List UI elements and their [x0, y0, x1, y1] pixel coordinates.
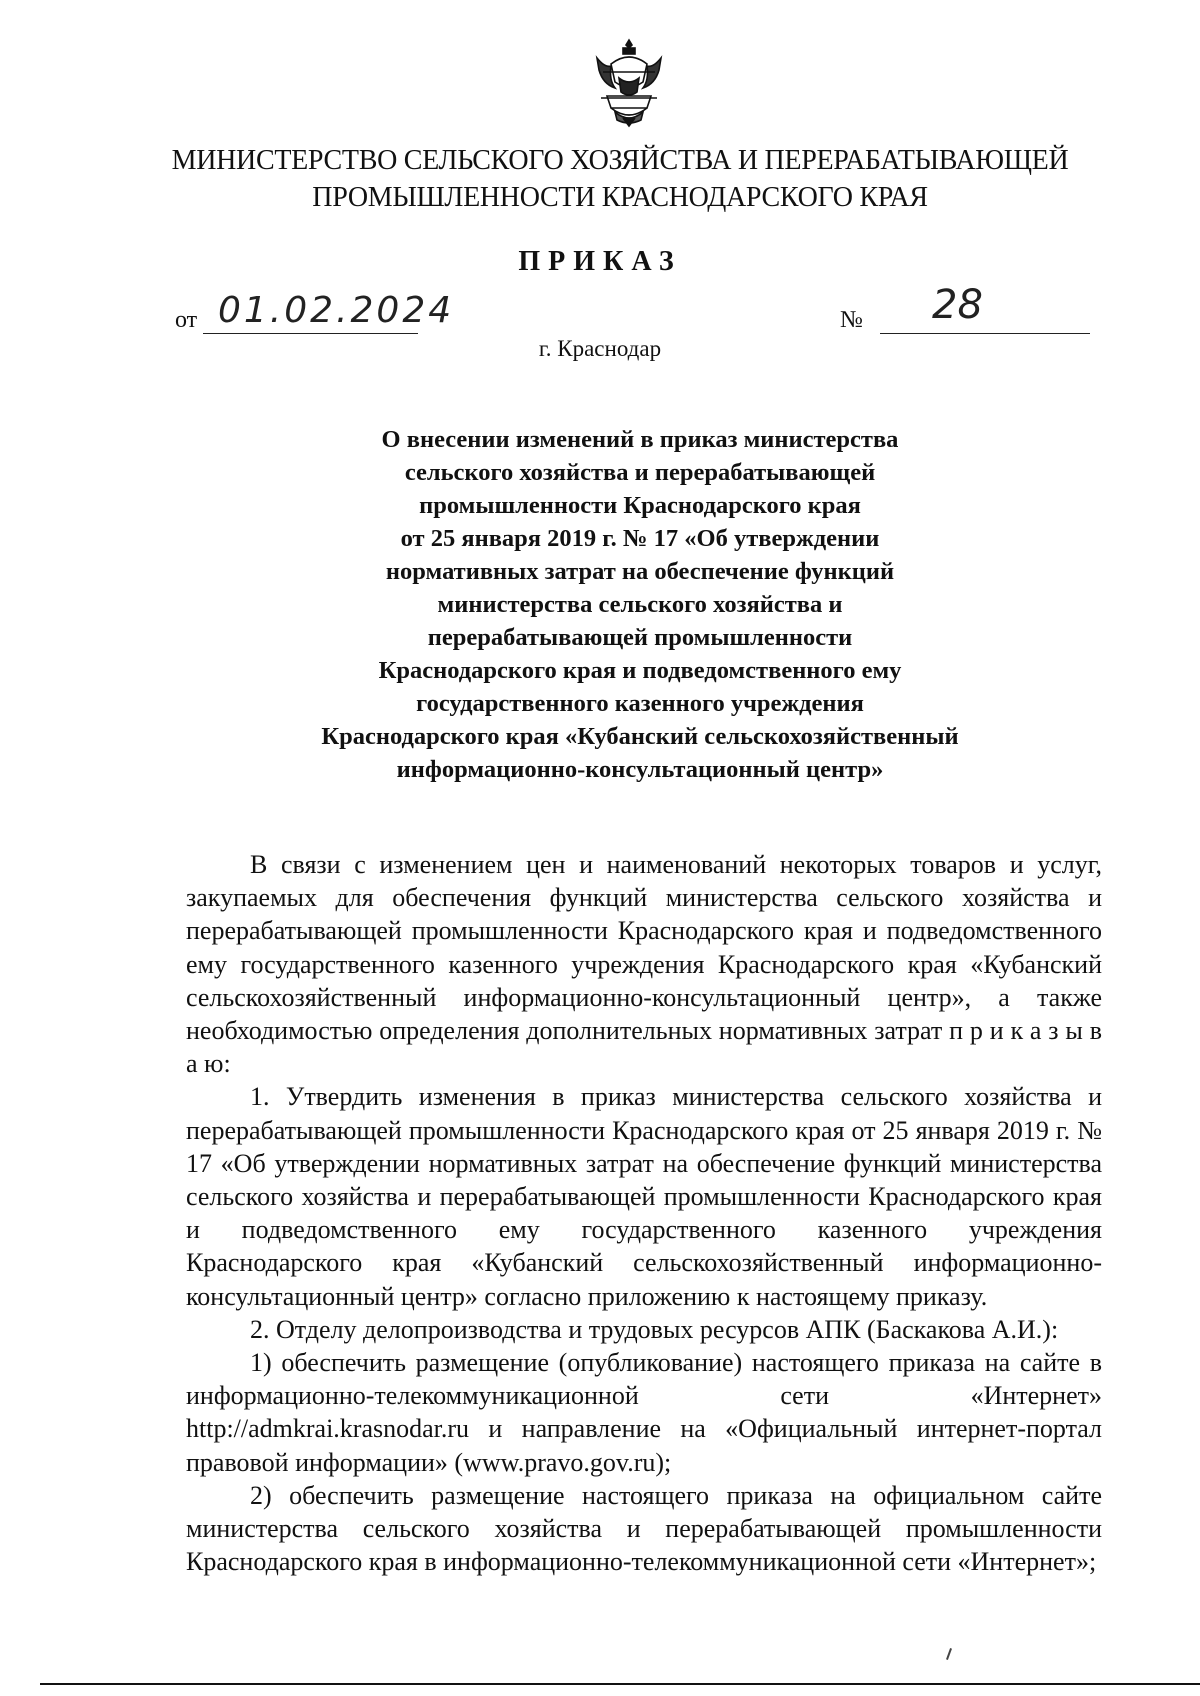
title-line: перерабатывающей промышленности	[427, 624, 853, 651]
title-line: О внесении изменений в приказ министерства	[381, 426, 899, 453]
order-word: п р и к а з ы в а ю:	[186, 1016, 1103, 1079]
number-prefix: №	[840, 307, 863, 333]
page-bottom-rule	[40, 1683, 1200, 1685]
city: г. Краснодар	[538, 336, 662, 361]
body-paragraph-item-2: 2. Отделу делопроизводства и трудовых ресурсов АПК (Баскакова А.И.):	[250, 1314, 1059, 1344]
order-body	[186, 848, 1102, 1578]
date-handwritten: 01.02.2024	[218, 290, 455, 331]
ministry-header-line-1: МИНИСТЕРСТВО СЕЛЬСКОГО ХОЗЯЙСТВА И ПЕРЕРАБАТЫВАЮЩЕЙ	[171, 145, 1069, 176]
title-line: сельского хозяйства и перерабатывающей	[404, 459, 876, 486]
date-underline	[203, 333, 418, 334]
title-line: Краснодарского края и подведомственного ему	[378, 657, 902, 684]
number-underline	[880, 333, 1090, 334]
title-line: государственного казенного учреждения	[416, 690, 864, 717]
number-handwritten: 28	[932, 282, 983, 328]
body-paragraph-preamble	[186, 848, 1102, 1080]
title-line: министерства сельского хозяйства и	[437, 591, 843, 618]
body-paragraph-item-2-1: 1) обеспечить размещение (опубликование) настоящего приказа на сайте в информационно-телекоммуникационной сети «Интернет» http://admkrai.krasnodar.ru и направление на «Официальный интернет-портал правовой информации» (www.pravo.gov.ru);	[186, 1348, 1102, 1477]
title-line: промышленности Краснодарского края	[419, 492, 861, 519]
date-prefix: от	[175, 307, 198, 333]
scan-mark	[946, 1648, 952, 1660]
title-line: информационно-консультационный центр»	[396, 756, 884, 783]
title-line: Краснодарского края «Кубанский сельскохозяйственный	[321, 723, 959, 750]
coat-of-arms-emblem-icon	[593, 38, 665, 128]
document-type: ПРИКАЗ	[518, 246, 682, 277]
preamble-text: В связи с изменением цен и наименований некоторых товаров и услуг, закупаемых для обеспечения функций министерства сельского хозяйства и перерабатывающей промышленности Краснодарского края и подведомственного ему государственного казенного учреждения Краснодарского края «Кубанский сельскохозяйственный информационно-консультационный центр», а также необходимостью определения дополнительных нормативных затрат	[186, 850, 1102, 1046]
order-title	[230, 423, 1050, 786]
body-paragraph-item-1: 1. Утвердить изменения в приказ министерства сельского хозяйства и перерабатывающей промышленности Краснодарского края от 25 января 2019 г. № 17 «Об утверждении нормативных затрат на обеспечение функций министерства сельского хозяйства и перерабатывающей промышленности Краснодарского края и подведомственного ему государственного казенного учреждения Краснодарского края «Кубанский сельскохозяйственный информационно-консультационный центр» согласно приложению к настоящему приказу.	[186, 1082, 1102, 1311]
body-paragraph-item-2-2: 2) обеспечить размещение настоящего приказа на официальном сайте министерства сельского хозяйства и перерабатывающей промышленности Краснодарского края в информационно-телекоммуникационной сети «Интернет»;	[186, 1480, 1102, 1577]
title-line: от 25 января 2019 г. № 17 «Об утверждении	[400, 525, 880, 552]
ministry-header-line-2: ПРОМЫШЛЕННОСТИ КРАСНОДАРСКОГО КРАЯ	[312, 182, 928, 213]
title-line: нормативных затрат на обеспечение функций	[385, 558, 895, 585]
